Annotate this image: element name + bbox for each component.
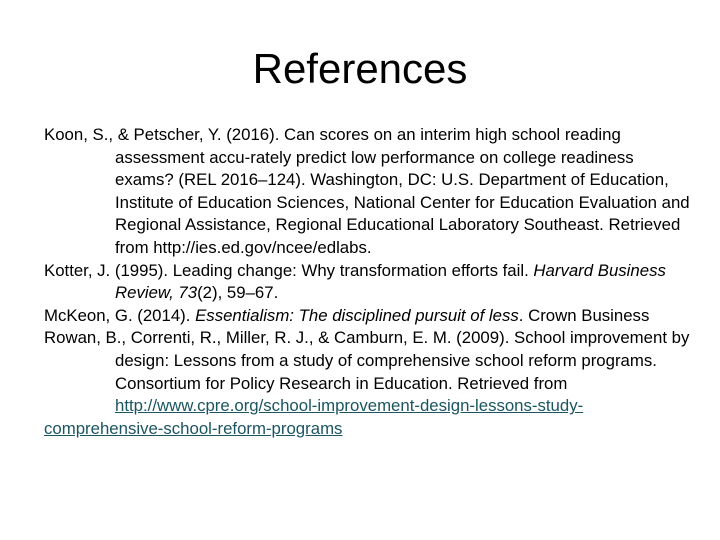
reference-koon bbox=[44, 124, 694, 260]
reference-text: . Crown Business bbox=[518, 305, 650, 325]
reference-text: Rowan, B., Correnti, R., Miller, R. J., & Camburn, E. M. (2009). School improvement by design: Lessons from a study of comprehensive school reform programs. Consortium for Policy Research in Education. Retrieved from bbox=[44, 328, 690, 393]
reference-link-continued[interactable]: comprehensive-school-reform-programs bbox=[44, 418, 343, 438]
reference-text: McKeon, G. (2014). bbox=[44, 305, 196, 325]
reference-kotter bbox=[44, 260, 694, 305]
reference-mckeon bbox=[44, 305, 694, 328]
reference-rowan bbox=[44, 327, 694, 440]
book-title: Essentialism: The disciplined pursuit of less bbox=[195, 305, 519, 325]
reference-text: Koon, S., & Petscher, Y. (2016). Can scores on an interim high school reading assessment accu-rately predict low performance on college readiness exams? (REL 2016–124). Washington, DC: U.S. Department of Education, Institute of Education Sciences, National Center for Education Evaluation and Regional Assistance, Regional Educational Laboratory Southeast. Retrieved from http://ies.ed.gov/ncee/edlabs. bbox=[44, 125, 690, 257]
reference-text: Kotter, J. (1995). Leading change: Why transformation efforts fail. bbox=[44, 260, 534, 280]
reference-link[interactable]: http://www.cpre.org/school-improvement-design-lessons-study- bbox=[115, 396, 584, 416]
journal-title: Harvard Business Review, 73 bbox=[115, 260, 666, 303]
reference-list bbox=[44, 124, 694, 440]
slide-title: References bbox=[252, 45, 468, 92]
reference-text: (2), 59–67. bbox=[197, 283, 279, 303]
